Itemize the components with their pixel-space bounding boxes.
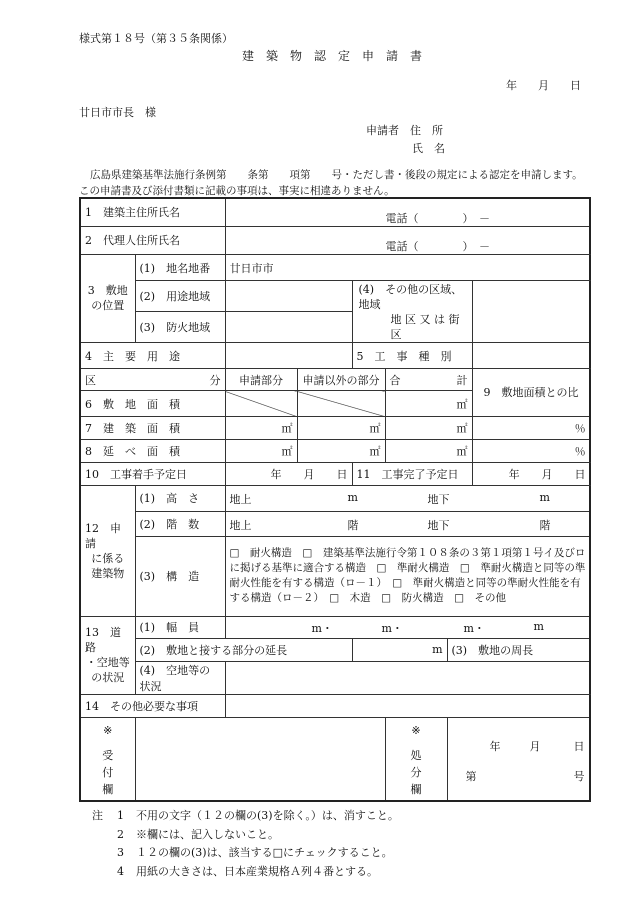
height-value-cell[interactable] — [225, 486, 590, 511]
floors-label-cell — [135, 511, 225, 536]
other-items-value-cell[interactable] — [225, 695, 590, 717]
main-use-value-cell[interactable] — [225, 342, 352, 368]
other-part-header: 申請以外の部分 — [302, 373, 380, 387]
agent-label: 2 代理人住所氏名 — [85, 234, 180, 248]
note-text: １２の欄の(3)は、該当する□にチェックすること。 — [136, 846, 393, 859]
area-header-cell — [80, 369, 225, 391]
road-label-3: の状況 — [91, 671, 125, 685]
reception-char-3: 欄 — [102, 782, 114, 796]
work-type-label-cell — [352, 342, 472, 368]
height-above-unit: m — [347, 491, 358, 505]
structure-label-cell — [135, 536, 225, 616]
building-area-ratio-unit: ％ — [574, 421, 586, 435]
end-date-label: 11 工事完了予定日 — [356, 468, 459, 482]
floor-area-applied-cell[interactable] — [225, 439, 297, 462]
fire-zone-label: (3) 防火地域 — [139, 321, 211, 334]
reception-mark: ※ — [103, 723, 113, 737]
height-below-unit: m — [539, 491, 550, 505]
use-zone-label: (2) 用途地域 — [139, 290, 211, 304]
applicant-name-label: 氏 名 — [412, 142, 445, 155]
height-label-cell — [135, 486, 225, 511]
road-width-1: m・ — [311, 622, 333, 636]
building-label-2: に係る — [91, 551, 125, 565]
addressee: 廿日市市長 様 — [79, 106, 156, 119]
building-area-other-unit: ㎡ — [369, 421, 381, 435]
frontage-label-cell — [135, 638, 352, 661]
reception-char-2: 付 — [102, 765, 114, 779]
height-label: (1) 高 さ — [139, 492, 200, 506]
frontage-label: (2) 敷地と接する部分の延長 — [139, 643, 288, 657]
floor-area-label-cell — [80, 439, 225, 462]
total-header-right: 計 — [456, 373, 468, 387]
road-width-label-cell — [135, 616, 225, 638]
floor-area-other-unit: ㎡ — [369, 444, 381, 458]
reception-value-cell — [135, 717, 385, 801]
height-below-label: 地下 — [427, 493, 450, 507]
end-date-value: 年 月 日 — [508, 468, 586, 482]
note-text: 不用の文字（１２の欄の(3)を除く。）は、消すこと。 — [136, 809, 399, 822]
use-zone-label-cell — [135, 281, 225, 312]
building-area-label: 7 建 築 面 積 — [85, 421, 180, 435]
start-date-value: 年 月 日 — [270, 468, 348, 482]
note-text: 用紙の大きさは、日本産業規格Ａ列４番とする。 — [136, 864, 378, 878]
building-area-ratio-cell[interactable] — [472, 416, 590, 439]
road-label-1: 13 道路 — [85, 626, 121, 655]
perimeter-label-cell — [447, 638, 590, 661]
note-number: 4 — [117, 864, 124, 878]
building-area-label-cell — [80, 416, 225, 439]
disposal-label-cell — [385, 717, 447, 801]
disposal-value-cell — [447, 717, 590, 801]
lot-number-value-cell[interactable] — [225, 255, 590, 281]
floors-above-label: 地上 — [229, 518, 252, 532]
disposal-no-suffix: 号 — [573, 769, 585, 783]
other-items-label: 14 その他必要な事項 — [85, 699, 198, 713]
agent-phone-label: 電話（ ） － — [385, 240, 490, 254]
structure-options-cell[interactable] — [225, 536, 590, 616]
floors-below-label: 地下 — [427, 518, 450, 532]
area-header-left: 区 — [85, 373, 96, 387]
work-type-label: 5 工 事 種 別 — [356, 349, 452, 363]
ratio-header-cell — [472, 369, 590, 416]
end-date-label-cell — [352, 463, 472, 486]
building-area-total-unit: ㎡ — [456, 421, 468, 435]
reception-label-cell — [80, 717, 135, 801]
building-label-1: 12 申請 — [85, 521, 121, 550]
building-area-applied-cell[interactable] — [225, 416, 297, 439]
lot-number-label-cell — [135, 255, 225, 281]
applicant-address-label: 申請者 住 所 — [366, 124, 443, 137]
notes — [92, 807, 399, 881]
start-date-label-cell — [80, 463, 225, 486]
site-area-applied-diagonal — [225, 391, 297, 416]
building-label-3: 建築物 — [91, 566, 125, 580]
height-above-label: 地上 — [229, 493, 252, 507]
structure-label: (3) 構 造 — [139, 570, 200, 584]
frontage-value-cell[interactable] — [352, 638, 447, 661]
disposal-char-2: 分 — [410, 765, 422, 779]
site-area-total-unit: ㎡ — [456, 397, 468, 411]
note-number: 2 — [117, 827, 124, 841]
floors-value-cell[interactable] — [225, 511, 590, 536]
applied-part-header-cell — [225, 369, 297, 391]
note-item — [92, 826, 399, 845]
start-date-label: 10 工事着手予定日 — [85, 468, 187, 482]
perimeter-label: (3) 敷地の周長 — [451, 643, 534, 657]
owner-label-cell — [80, 198, 225, 226]
site-location-label-2: の位置 — [91, 299, 125, 313]
floors-below-unit: 階 — [539, 518, 551, 532]
owner-label: 1 建築主住所氏名 — [85, 206, 180, 220]
road-label-cell — [80, 616, 135, 695]
total-header-left: 合 — [389, 373, 401, 387]
road-width-value-cell[interactable] — [225, 616, 590, 638]
floor-area-ratio-unit: ％ — [574, 444, 586, 458]
site-area-label-cell — [80, 391, 225, 416]
other-items-label-cell — [80, 695, 225, 717]
note-number: 1 — [117, 809, 124, 822]
note-text: ※欄には、記入しないこと。 — [136, 827, 279, 841]
disposal-char-3: 欄 — [410, 782, 422, 796]
structure-options: □ 耐火構造 □ 建築基準法施行令第１０８条の３第１項第１号イ及びロに掲げる基準に適合する構造 □ 準耐火構造 □ 準耐火構造と同等の準耐火性能を有する構造（ロ－１） □ 準耐火構造と同等の準耐火性能を有する構造（ロ－２） □ 木造 □ 防火構造 □ その他 — [229, 547, 586, 605]
note-number: 3 — [117, 846, 124, 859]
site-area-other-diagonal — [297, 391, 385, 416]
page-title: 建 築 物 認 定 申 請 書 — [242, 49, 423, 63]
reception-char-1: 受 — [102, 748, 114, 762]
note-item — [92, 844, 399, 863]
applied-part-header: 申請部分 — [239, 373, 283, 387]
disposal-date-month: 月 — [529, 739, 541, 753]
other-zone-label-1: (4) その他の区域、地域 — [358, 282, 463, 311]
form-number: 様式第１８号（第３５条関係） — [79, 32, 233, 45]
intro-line-2: この申請書及び添付書類に記載の事項は、事実に相違ありません。 — [79, 185, 395, 197]
building-area-other-cell[interactable] — [297, 416, 385, 439]
owner-phone-label: 電話（ ） － — [385, 211, 490, 225]
disposal-date-year: 年 — [489, 739, 501, 753]
other-zone-label-cell — [352, 281, 472, 343]
open-space-label: (4) 空地等の状況 — [139, 664, 211, 694]
use-zone-value-cell[interactable] — [225, 281, 352, 312]
header-date-month: 月 — [538, 79, 549, 92]
lot-number-value: 廿日市市 — [229, 261, 274, 275]
building-area-total-cell[interactable] — [385, 416, 472, 439]
header-date-year: 年 — [506, 79, 517, 92]
note-item — [92, 807, 399, 826]
floors-above-unit: 階 — [347, 518, 359, 532]
open-space-value-cell[interactable] — [225, 662, 590, 695]
site-location-label-1: 3 敷地 — [87, 284, 128, 298]
road-width-3: m・ — [463, 622, 485, 636]
other-zone-value-cell[interactable] — [472, 281, 590, 343]
application-form-table — [79, 197, 591, 802]
floors-label: (2) 階 数 — [139, 517, 200, 531]
road-width-2: m・ — [381, 622, 403, 636]
building-label-cell — [80, 486, 135, 616]
floor-area-total-cell[interactable] — [385, 439, 472, 462]
other-zone-label-2: 地 区 又 は 街 区 — [390, 312, 460, 341]
site-area-label: 6 敷 地 面 積 — [85, 397, 180, 411]
note-item — [92, 863, 399, 882]
work-type-value-cell[interactable] — [472, 342, 590, 368]
site-area-total-cell[interactable] — [385, 391, 472, 416]
road-width-label: (1) 幅 員 — [139, 621, 200, 635]
agent-value-cell[interactable] — [225, 226, 590, 254]
disposal-char-1: 処 — [410, 748, 422, 762]
floor-area-total-unit: ㎡ — [456, 444, 468, 458]
floor-area-label: 8 延 べ 面 積 — [85, 444, 180, 458]
site-location-label-cell — [80, 255, 135, 343]
header-date-day: 日 — [570, 79, 581, 92]
fire-zone-value-cell[interactable] — [225, 312, 352, 343]
fire-zone-label-cell — [135, 312, 225, 343]
floor-area-applied-unit: ㎡ — [281, 444, 293, 458]
other-part-header-cell — [297, 369, 385, 391]
open-space-label-cell — [135, 662, 225, 695]
floor-area-other-cell[interactable] — [297, 439, 385, 462]
end-date-value-cell[interactable] — [472, 463, 590, 486]
ratio-header: 9 敷地面積との比 — [483, 386, 579, 400]
road-width-4: m — [533, 620, 544, 634]
road-label-2: ・空地等 — [85, 656, 130, 670]
owner-value-cell[interactable] — [225, 198, 590, 226]
disposal-mark: ※ — [411, 723, 421, 737]
disposal-no-label: 第 — [465, 769, 477, 783]
floor-area-ratio-cell[interactable] — [472, 439, 590, 462]
notes-label: 注 — [92, 809, 103, 822]
disposal-date-day: 日 — [573, 739, 585, 753]
area-header-right: 分 — [209, 373, 221, 387]
main-use-label-cell — [80, 342, 225, 368]
lot-number-label: (1) 地名地番 — [139, 261, 211, 275]
frontage-unit: m — [432, 643, 443, 657]
main-use-label: 4 主 要 用 途 — [85, 349, 180, 363]
start-date-value-cell[interactable] — [225, 463, 352, 486]
building-area-applied-unit: ㎡ — [281, 421, 293, 435]
total-header-cell — [385, 369, 472, 391]
intro-line-1: 広島県建築基準法施行条例第 条第 項第 号・ただし書・後段の規定による認定を申請します。 — [90, 169, 583, 181]
agent-label-cell — [80, 226, 225, 254]
